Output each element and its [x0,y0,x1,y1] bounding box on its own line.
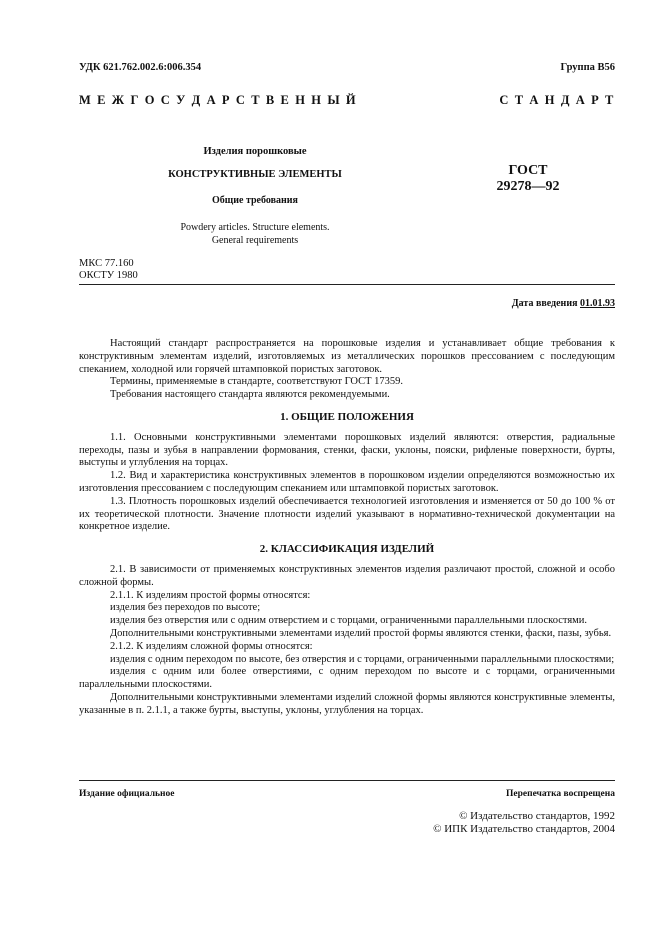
body-paragraph: 2.1.1. К изделиям простой формы относятся: [110,589,311,601]
copyright-line-1: © Издательство стандартов, 1992 [459,810,615,822]
okstu-code: ОКСТУ 1980 [79,270,138,281]
english-title-line2: General requirements [211,235,299,246]
body-paragraph: изделия без переходов по высоте; [110,602,261,614]
body-paragraph: Настоящий стандарт распространяется на порошковые изделия и устанавливает общие требования к конструктивным элементам изделий, изготовляемых из металлических порошков прессованием с последующим спеканием, холодной или горячей штамповкой пористых заготовок. [79,338,615,375]
english-title-line1: Powdery articles. Structure elements. [180,222,330,233]
document-body [79,338,615,718]
body-paragraph: изделия с одним переходом по высоте, без отверстия и с торцами, ограниченными параллельными плоскостями; [110,653,615,665]
section-1-heading: 1. ОБЩИЕ ПОЛОЖЕНИЯ [280,410,414,423]
effective-date-label: Дата введения [511,298,578,309]
group-code: Группа В56 [560,62,615,73]
mks-code: МКС 77.160 [79,258,134,269]
reprint-prohibited-note: Перепечатка воспрещена [505,789,615,799]
footer-divider [79,780,615,781]
body-paragraph: Термины, применяемые в стандарте, соответствуют ГОСТ 17359. [110,376,404,388]
effective-date [512,298,615,309]
body-paragraph: 1.3. Плотность порошковых изделий обеспечивается технологией изготовления и изменяется от 50 до 100 % от их теоретической плотности. Значение плотности изделий указывают в нормативно-технической документации на конкретное изделие. [79,495,615,533]
udk-code: УДК 621.762.002.6:006.354 [79,62,202,73]
body-paragraph: 1.2. Вид и характеристика конструктивных элементов в порошковом изделии определяются возможностью их изготовления прессованием с последующим спеканием или штамповкой пористых заготовок. [79,470,615,494]
header-divider [79,284,615,285]
standard-word-standard: С Т А Н Д А Р Т [499,93,615,107]
main-title: КОНСТРУКТИВНЫЕ ЭЛЕМЕНТЫ [168,169,342,180]
gost-label: ГОСТ [508,163,548,178]
body-paragraph: 2.1. В зависимости от применяемых конструктивных элементов изделия различают простой, сложной и особо сложной формы. [79,563,615,588]
gost-designation [478,163,578,195]
body-paragraph: 2.1.2. К изделиям сложной формы относятся: [110,640,313,652]
gost-number: 29278—92 [496,179,560,194]
official-edition-note: Издание официальное [79,789,175,799]
classification-codes [79,258,138,282]
body-paragraph: изделия без отверстия или с одним отверстием и с торцами, ограниченными параллельными плоскостями. [110,615,588,627]
body-paragraph: Требования настоящего стандарта являются рекомендуемыми. [110,389,390,401]
product-title: Изделия порошковые [203,146,307,157]
copyright-block [295,810,615,836]
standard-banner [79,93,615,108]
sub-title: Общие требования [212,195,298,206]
section-2-heading: 2. КЛАССИФИКАЦИЯ ИЗДЕЛИЙ [259,543,435,556]
body-paragraph: Дополнительными конструктивными элементами изделий простой формы являются стенки, фаски, пазы, зубья. [110,627,612,639]
body-paragraph: 1.1. Основными конструктивными элементами порошковых изделий являются: отверстия, радиальные переходы, пазы и зубья в направлении формования, стенки, фаски, уклоны, пояски, рифленые поверхности, бурты, выступы и углубления на торцах. [79,431,615,469]
copyright-line-2: © ИПК Издательство стандартов, 2004 [433,823,615,835]
body-paragraph: Дополнительными конструктивными элементами изделий сложной формы являются конструктивные элементы, указанные в п. 2.1.1, а также бурты, выступы, уклоны, углубления на торцах. [79,691,615,716]
english-title [120,221,390,247]
standard-word-interstate: М Е Ж Г О С У Д А Р С Т В Е Н Н Ы Й [79,93,358,107]
body-paragraph: изделия с одним или более отверстиями, с одним переходом по высоте и с торцами, ограниченными параллельными плоскостями. [79,666,615,691]
effective-date-value: 01.01.93 [580,298,615,309]
